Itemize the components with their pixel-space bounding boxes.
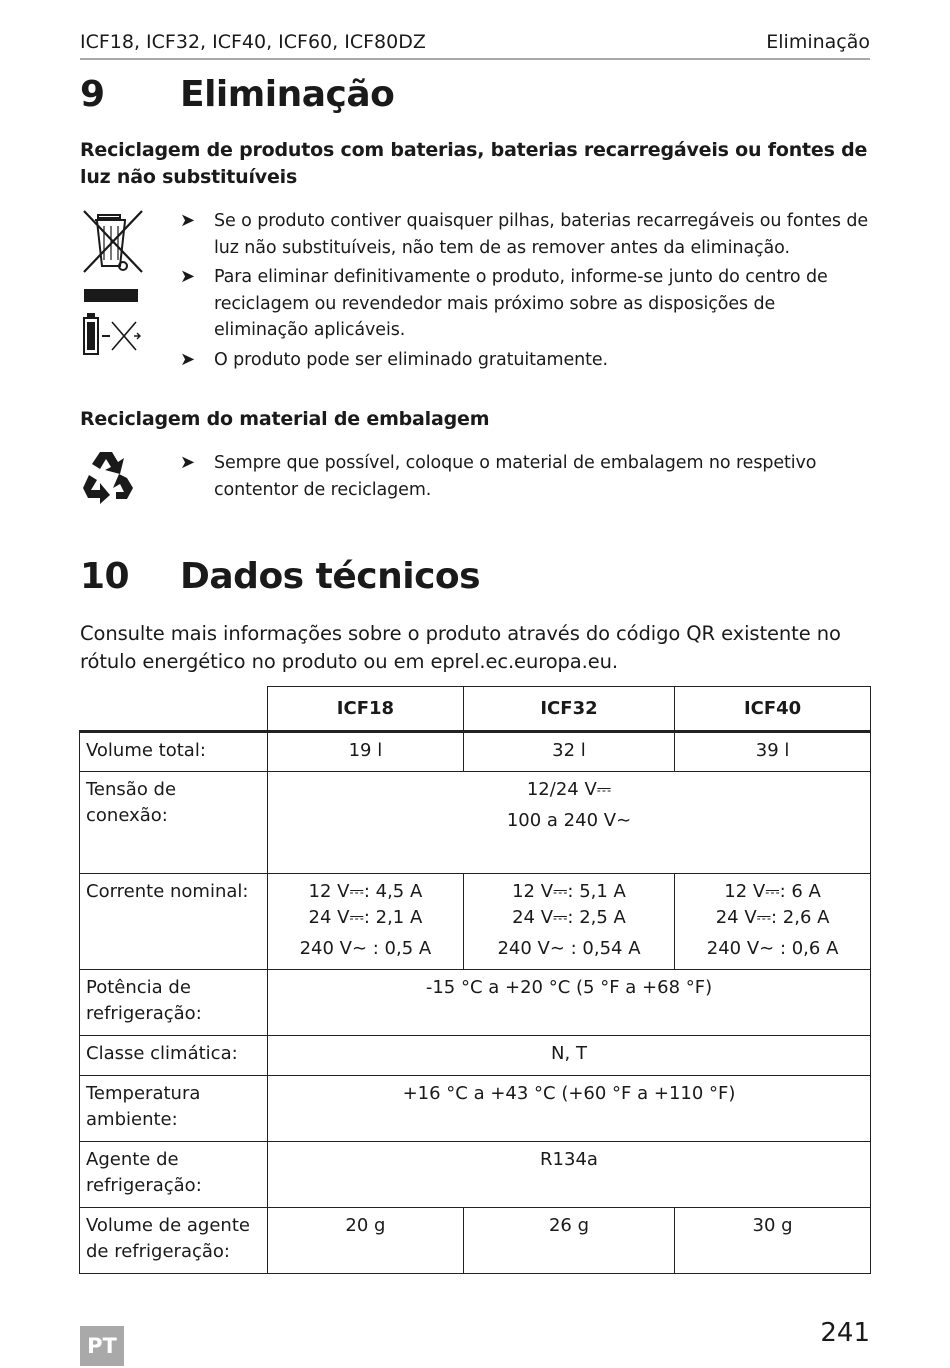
table-row <box>80 1208 871 1274</box>
table-cell: N, T <box>268 1036 871 1076</box>
table-cell: 12 V⎓: 4,5 A 24 V⎓: 2,1 A 240 V∼ : 0,5 A <box>268 874 464 970</box>
language-badge: PT <box>80 1326 124 1366</box>
row-label: Potência de refrigeração: <box>80 970 268 1036</box>
dc-voltage: 12/24 V⎓ <box>526 779 612 800</box>
arrow-icon: ➤ <box>180 348 195 370</box>
section-title: Dados técnicos <box>180 556 481 597</box>
technical-data-intro: Consulte mais informações sobre o produto através do código QR existente no rótulo energético no produto ou em eprel.ec.europa.eu. <box>80 622 841 673</box>
bin-underline-bar <box>84 289 138 302</box>
row-label: Temperatura ambiente: <box>80 1076 268 1142</box>
row-label: Corrente nominal: <box>80 874 268 970</box>
recycling-icon <box>80 448 136 504</box>
table-cell: 32 l <box>463 732 674 772</box>
table-cell: 26 g <box>463 1208 674 1274</box>
table-corner <box>80 687 268 732</box>
table-cell: R134a <box>268 1142 871 1208</box>
battery-disposal-icon <box>82 312 142 358</box>
list-item: ➤ Sempre que possível, coloque o material de embalagem no respetivo contentor de reciclagem. <box>180 452 817 500</box>
list-item: ➤ Se o produto contiver quaisquer pilhas, baterias recarregáveis ou fontes de luz não substituíveis, não tem de as remover antes da eliminação. <box>180 210 869 258</box>
table-row <box>80 1076 871 1142</box>
header-models: ICF18, ICF32, ICF40, ICF60, ICF80DZ <box>80 31 426 53</box>
arrow-icon: ➤ <box>180 452 195 473</box>
row-label: Volume total: <box>80 732 268 772</box>
table-cell <box>268 772 871 874</box>
header-section: Eliminação <box>766 31 870 53</box>
table-row <box>80 1036 871 1076</box>
disposal-instructions-list <box>180 208 870 376</box>
row-label: Volume de agente de refrigeração: <box>80 1208 268 1274</box>
technical-data-table <box>79 686 871 1274</box>
table-cell: 12 V⎓: 5,1 A 24 V⎓: 2,5 A 240 V∼ : 0,54 A <box>463 874 674 970</box>
crossed-out-bin-icon <box>80 208 146 276</box>
column-header: ICF40 <box>675 687 871 732</box>
table-row <box>80 970 871 1036</box>
table-cell: 19 l <box>268 732 464 772</box>
header-divider <box>80 58 870 60</box>
row-label: Classe climática: <box>80 1036 268 1076</box>
row-label: Agente de refrigeração: <box>80 1142 268 1208</box>
ac-voltage: 100 a 240 V∼ <box>506 810 632 831</box>
table-cell: +16 °C a +43 °C (+60 °F a +110 °F) <box>268 1076 871 1142</box>
table-row <box>80 874 871 970</box>
section-9-heading <box>80 74 394 115</box>
column-header: ICF32 <box>463 687 674 732</box>
section-title: Eliminação <box>180 74 395 115</box>
column-header: ICF18 <box>268 687 464 732</box>
section-number: 9 <box>80 74 105 115</box>
section-number: 10 <box>80 556 130 597</box>
table-row <box>80 732 871 772</box>
arrow-icon: ➤ <box>180 210 195 231</box>
table-row <box>80 772 871 874</box>
table-header-row <box>80 687 871 732</box>
table-cell: 30 g <box>675 1208 871 1274</box>
section-10-heading <box>80 556 480 597</box>
page-number: 241 <box>820 1318 870 1348</box>
packaging-instructions-list <box>180 450 870 506</box>
recycling-products-heading: Reciclagem de produtos com baterias, baterias recarregáveis ou fontes de luz não substituíveis <box>80 139 868 188</box>
table-row <box>80 1142 871 1208</box>
table-cell: 20 g <box>268 1208 464 1274</box>
list-item: ➤ O produto pode ser eliminado gratuitamente. <box>180 347 870 374</box>
table-cell: 39 l <box>675 732 871 772</box>
arrow-icon: ➤ <box>180 266 195 287</box>
table-cell: -15 °C a +20 °C (5 °F a +68 °F) <box>268 970 871 1036</box>
list-item: ➤ Para eliminar definitivamente o produto, informe-se junto do centro de reciclagem ou revendedor mais próximo sobre as disposições de eliminação aplicáveis. <box>180 266 828 340</box>
row-label: Tensão de conexão: <box>80 772 268 874</box>
table-cell: 12 V⎓: 6 A 24 V⎓: 2,6 A 240 V∼ : 0,6 A <box>675 874 871 970</box>
packaging-recycling-heading: Reciclagem do material de embalagem <box>80 408 490 430</box>
